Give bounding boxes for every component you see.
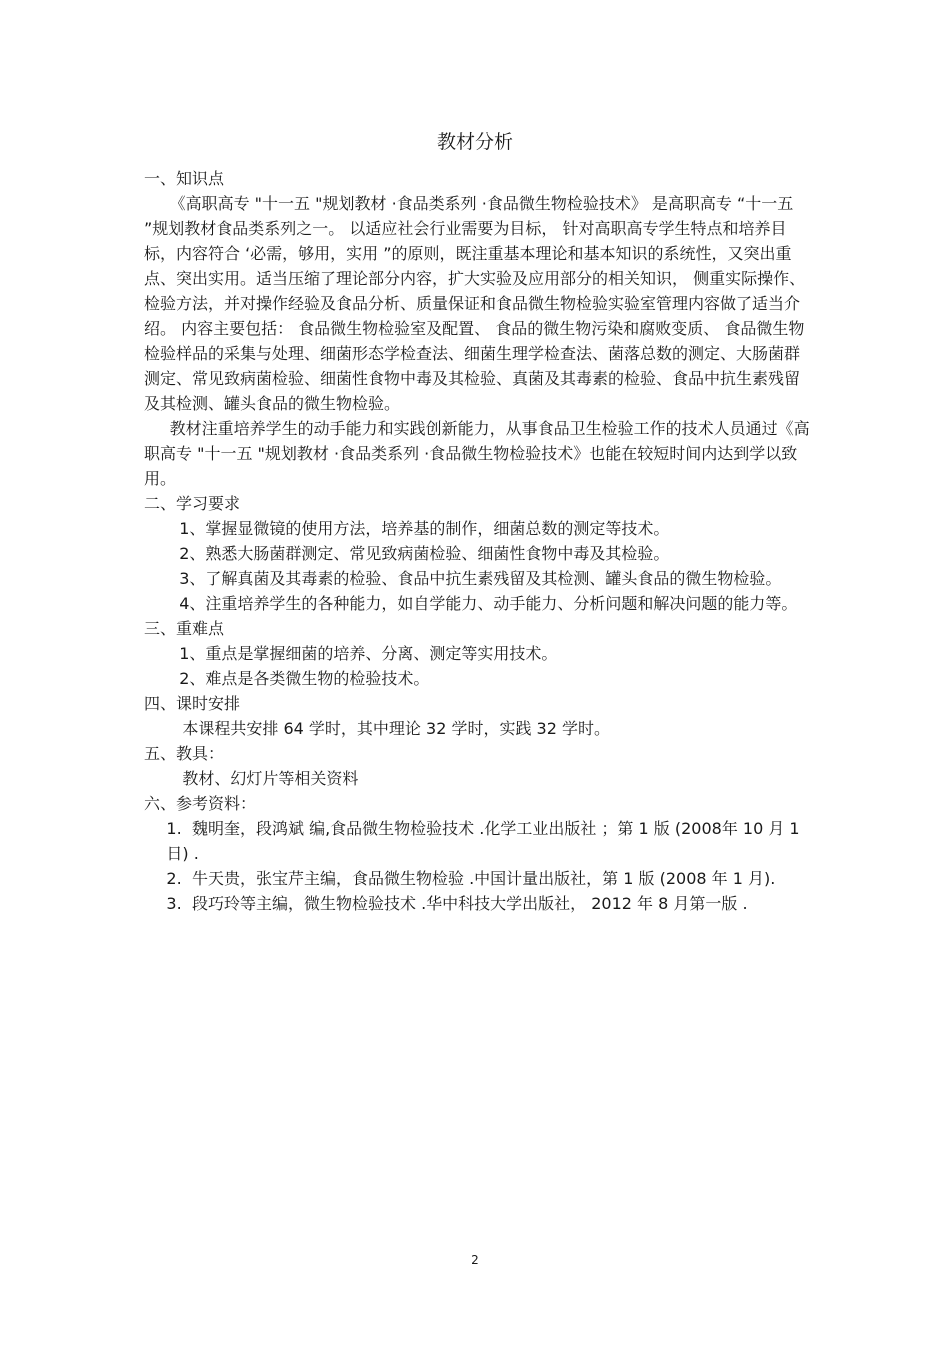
reference-number: 2. [166,869,182,888]
reference-text: 魏明奎，段鸿斌 编,食品微生物检验技术 .化学工业出版社 ；第 1 版 (2008年 10 月 1 日) . [166,819,800,863]
key-point-item: 1、重点是掌握细菌的培养、分离、测定等实用技术。 [179,644,558,663]
key-point-item: 2、难点是各类微生物的检验技术。 [179,669,430,688]
requirement-item: 2、熟悉大肠菌群测定、常见致病菌检验、细菌性食物中毒及其检验。 [179,544,670,563]
reference-number: 3. [166,894,182,913]
section-heading-references: 六、参考资料： [144,794,257,813]
reference-item [144,816,814,866]
reference-item [144,866,814,891]
section-heading-requirements: 二、学习要求 [144,494,241,513]
section-heading-knowledge: 一、知识点 [144,169,225,188]
reference-number: 1. [166,819,182,838]
reference-text: 牛天贵，张宝芹主编，食品微生物检验 .中国计量出版社，第 1 版 (2008 年 1 月). [191,869,776,888]
requirement-item: 4、注重培养学生的各种能力，如自学能力、动手能力、分析问题和解决问题的能力等。 [179,594,798,613]
reference-text: 段巧玲等主编，微生物检验技术 .华中科技大学出版社， 2012 年 8 月第一版 . [191,894,748,913]
section-heading-tools: 五、教具： [144,744,225,763]
schedule-text: 本课程共安排 64 学时，其中理论 32 学时，实践 32 学时。 [182,719,610,738]
knowledge-paragraph-2: 教材注重培养学生的动手能力和实践创新能力，从事食品卫生检验工作的技术人员通过《高职高专 "十一五 "规划教材 ·食品类系列 ·食品微生物检验技术》也能在较短时间内达到学以致用。 [144,419,810,488]
requirement-item: 3、了解真菌及其毒素的检验、食品中抗生素残留及其检测、罐头食品的微生物检验。 [179,569,782,588]
reference-item [144,891,814,916]
knowledge-paragraph-1: 《高职高专 "十一五 "规划教材 ·食品类系列 ·食品微生物检验技术》 是高职高专 “十一五 ”规划教材食品类系列之一。 以适应社会行业需要为目标， 针对高职高专学生特点和培养目标，内容符合 ‘必需，够用，实用 ”的原则，既注重基本理论和基本知识的系统性，又突出重点、突出实用。适当压缩了理论部分内容，扩大实验及应用部分的相关知识， 侧重实际操作、检验方法，并对操作经验及食品分析、质量保证和食品微生物检验实验室管理内容做了适当介绍。 内容主要包括： 食品微生物检验室及配置、 食品的微生物污染和腐败变质、 食品微生物检验样品的采集与处理、细菌形态学检查法、细菌生理学检查法、菌落总数的测定、大肠菌群测定、常见致病菌检验、细菌性食物中毒及其检验、真菌及其毒素的检验、食品中抗生素残留及其检测、罐头食品的微生物检验。 [144,194,806,413]
section-heading-schedule: 四、课时安排 [144,694,241,713]
tools-text: 教材、幻灯片等相关资料 [182,769,359,788]
document-title: 教材分析 [436,131,513,153]
section-heading-key-points: 三、重难点 [144,619,225,638]
document-body [144,166,814,916]
requirement-item: 1、掌握显微镜的使用方法，培养基的制作，细菌总数的测定等技术。 [179,519,670,538]
page-number: 2 [471,1253,479,1267]
